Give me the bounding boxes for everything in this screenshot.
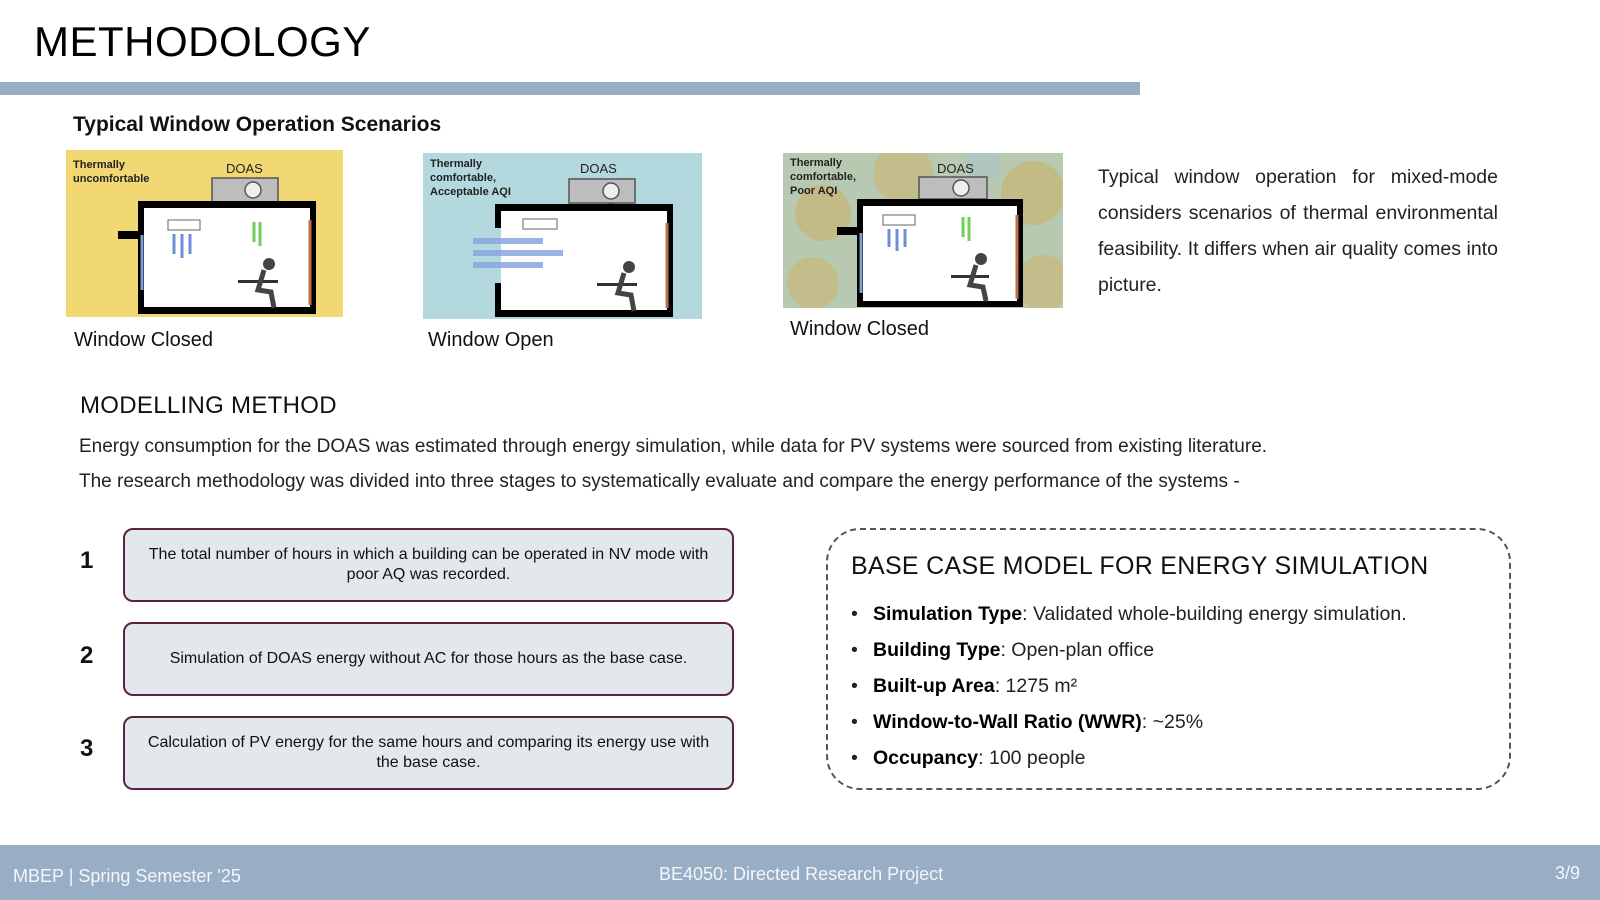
footer-left: MBEP | Spring Semester '25 — [13, 866, 241, 886]
scenario-image-closed-uncomfortable — [66, 150, 343, 317]
slide-title: METHODOLOGY — [34, 18, 371, 65]
modelling-paragraph-2: The research methodology was divided into three stages to systematically evaluate and compare the energy performance of the systems - — [79, 471, 1240, 492]
scenarios-heading: Typical Window Operation Scenarios — [73, 113, 442, 136]
svg-text:Poor AQI: Poor AQI — [790, 185, 838, 197]
svg-text:DOAS: DOAS — [937, 161, 974, 176]
list-item: • Simulation Type: Validated whole-building energy simulation. — [851, 603, 1407, 625]
svg-text:uncomfortable: uncomfortable — [73, 173, 150, 185]
scenario-caption-1: Window Closed — [74, 329, 213, 351]
stage-number-3: 3 — [80, 735, 94, 762]
svg-text:Thermally: Thermally — [430, 158, 482, 170]
page-number: 3/9 — [1554, 863, 1580, 883]
footer-center: BE4050: Directed Research Project — [659, 864, 944, 884]
stage-box-1: The total number of hours in which a building can be operated in NV mode with poor AQ was recorded. — [123, 528, 734, 602]
list-item: • Building Type: Open-plan office — [851, 639, 1155, 661]
modelling-heading: MODELLING METHOD — [80, 392, 337, 419]
list-item: • Occupancy: 100 people — [851, 747, 1086, 769]
footer-bar — [0, 845, 1600, 900]
svg-text:Thermally: Thermally — [790, 157, 842, 169]
scenario-image-open-acceptable — [423, 153, 702, 319]
scenario-caption-2: Window Open — [428, 329, 554, 351]
scenario-note: Thermally — [73, 159, 125, 171]
title-underline-bar — [0, 82, 1140, 95]
svg-text:comfortable,: comfortable, — [790, 171, 857, 183]
scenarios-description: Typical window operation for mixed-mode considers scenarios of thermal environmental feasibility. It differs when air quality comes into picture. — [1098, 166, 1498, 296]
svg-text:Acceptable AQI: Acceptable AQI — [430, 186, 511, 198]
stage-number-1: 1 — [80, 547, 94, 574]
svg-text:comfortable,: comfortable, — [430, 172, 497, 184]
base-case-list — [851, 596, 1407, 776]
scenario-caption-3: Window Closed — [790, 318, 929, 340]
doas-label: DOAS — [226, 161, 263, 176]
base-case-heading: BASE CASE MODEL FOR ENERGY SIMULATION — [851, 552, 1429, 580]
list-item: • Built-up Area: 1275 m² — [851, 675, 1078, 697]
stage-box-2: Simulation of DOAS energy without AC for those hours as the base case. — [123, 622, 734, 696]
svg-text:DOAS: DOAS — [580, 161, 617, 176]
stage-box-3: Calculation of PV energy for the same hours and comparing its energy use with the base case. — [123, 716, 734, 790]
stage-number-2: 2 — [80, 642, 94, 669]
list-item: • Window-to-Wall Ratio (WWR): ~25% — [851, 711, 1204, 733]
scenario-image-closed-poor-aqi — [783, 153, 1063, 308]
modelling-paragraph-1: Energy consumption for the DOAS was estimated through energy simulation, while data for PV systems were sourced from existing literature. — [79, 436, 1268, 457]
